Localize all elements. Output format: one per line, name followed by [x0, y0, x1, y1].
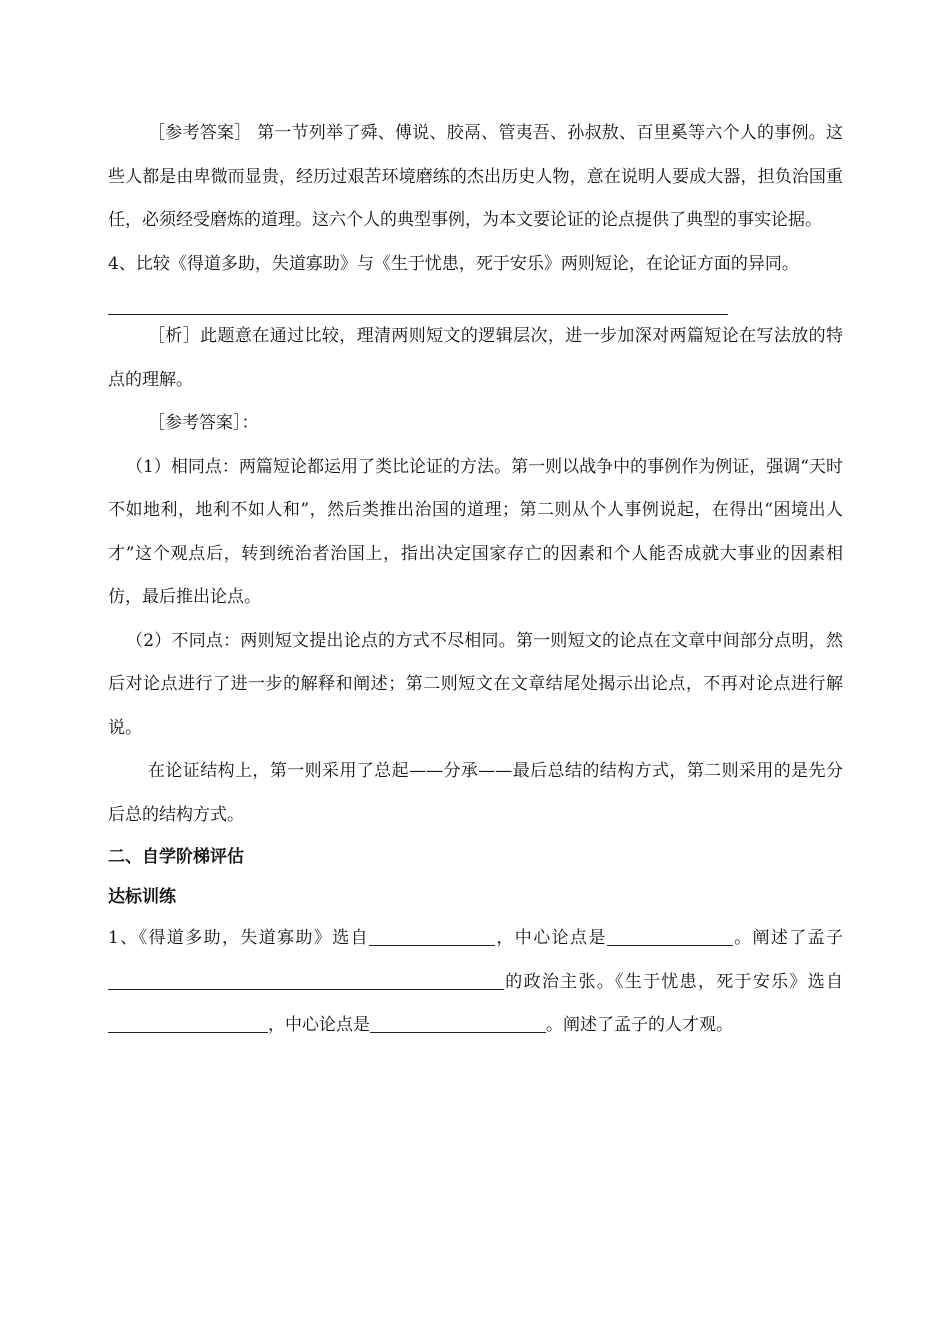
exercise-text-1: 1、《得道多助，失道寡助》选自	[108, 928, 370, 948]
question-4: 4、比较《得道多助，失道寡助》与《生于忧患，死于安乐》两则短论，在论证方面的异同。	[108, 253, 799, 274]
fill-blank-source-1[interactable]	[369, 927, 495, 946]
exercise-text-6: 。阐述了孟子的人才观。	[546, 1015, 733, 1035]
fill-blank-thesis-2[interactable]	[370, 1014, 546, 1033]
exercise-text-2: ，中心论点是	[495, 928, 607, 948]
fill-blank-political-view[interactable]	[108, 971, 504, 990]
answer-label: ［参考答案］：	[148, 413, 259, 433]
structure-paragraph: 在论证结构上，第一则采用了总起——分承——最后总结的结构方式，第二则采用的是先分后总的结构方式。	[108, 761, 843, 825]
fill-blank-thesis-1[interactable]	[607, 927, 733, 946]
exercise-text-3: 。阐述了孟子	[732, 928, 844, 948]
training-heading: 达标训练	[108, 887, 176, 907]
analysis-paragraph: ［析］此题意在通过比较，理清两则短文的逻辑层次，进一步加深对两篇短论在写法放的特点的理解。	[108, 326, 843, 390]
exercise-1	[108, 917, 843, 1048]
document-page	[108, 112, 843, 1048]
exercise-text-5: ，中心论点是	[268, 1015, 370, 1035]
differences-paragraph: （2）不同点：两则短文提出论点的方式不尽相同。第一则短文的论点在文章中间部分点明，然后对论点进行了进一步的解释和阐述；第二则短文在文章结尾处揭示出论点，不再对论点进行解说。	[108, 630, 843, 738]
section-heading: 二、自学阶梯评估	[108, 847, 244, 867]
exercise-text-4: 的政治主张。《生于忧患，死于安乐》选自	[504, 971, 843, 992]
reference-answer-paragraph: ［参考答案］ 第一节列举了舜、傅说、胶鬲、管夷吾、孙叔敖、百里奚等六个人的事例。这些人都是由卑微而显贵，经历过艰苦环境磨练的杰出历史人物，意在说明人要成大器，担负治国重任，必须经受磨炼的道理。这六个人的典型事例，为本文要论证的论点提供了典型的事实论据。	[108, 123, 843, 230]
similarities-paragraph: （1）相同点：两篇短论都运用了类比论证的方法。第一则以战争中的事例作为例证，强调“天时不如地利，地利不如人和”，然后类推出治国的道理；第二则从个人事例说起，在得出“困境出人才”这个观点后，转到统治者治国上，指出决定国家存亡的因素和个人能否成就大事业的因素相仿，最后推出论点。	[108, 456, 843, 607]
fill-blank-source-2[interactable]	[108, 1014, 268, 1033]
